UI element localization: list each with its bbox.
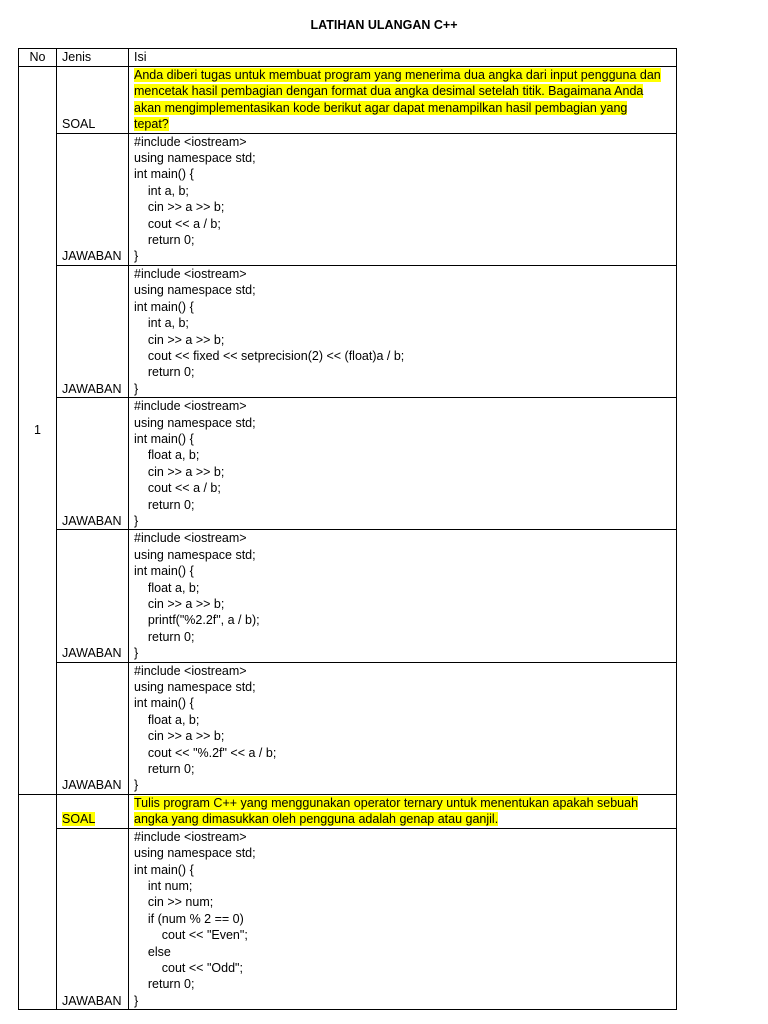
soal-label [57,794,129,828]
jawaban-label: JAWABAN [57,828,129,1009]
answer-code: #include <iostream> using namespace std; int main() { int a, b; cin >> a >> b; cout << fixed << setprecision(2) << (float)a / b; return 0; } [134,266,405,396]
answer-cell [129,133,677,265]
soal-cell [129,794,677,828]
exercise-table [18,48,677,1010]
jawaban-label: JAWABAN [57,133,129,265]
answer-code: #include <iostream> using namespace std; int main() { int a, b; cin >> a >> b; cout << a / b; return 0; } [134,134,256,264]
page-title: LATIHAN ULANGAN C++ [310,18,458,32]
jawaban-label: JAWABAN [57,530,129,662]
soal-text: Anda diberi tugas untuk membuat program yang menerima dua angka dari input pengguna dan mencetak hasil pembagian dengan format dua angka desimal setelah titik. Bagaimana Anda akan mengimplementasikan kode berikut agar dapat menampilkan hasil pembagian yang tepat? [134,68,661,132]
jawaban-label: JAWABAN [57,662,129,794]
answer-cell [129,265,677,397]
table-row [19,662,677,794]
answer-code: #include <iostream> using namespace std; int main() { float a, b; cin >> a >> b; cout << a / b; return 0; } [134,399,256,528]
table-row [19,794,677,828]
answer-cell [129,530,677,662]
table-row [19,67,677,134]
soal-label-text: SOAL [62,812,96,827]
header-jenis: Jenis [57,49,129,67]
soal-cell [129,67,677,134]
soal-label: SOAL [57,67,129,134]
table-row [19,133,677,265]
table-header-row [19,49,677,67]
table-row [19,530,677,662]
header-no: No [19,49,57,67]
header-isi: Isi [129,49,677,67]
jawaban-label: JAWABAN [57,398,129,530]
question-number: 1 [19,67,57,795]
question-number [19,794,57,1009]
answer-code: #include <iostream> using namespace std; int main() { int num; cin >> num; if (num % 2 == 0) cout << "Even"; else cout << "Odd"; return 0; } [134,829,256,1008]
answer-cell [129,828,677,1009]
jawaban-label: JAWABAN [57,265,129,397]
answer-code: #include <iostream> using namespace std; int main() { float a, b; cin >> a >> b; printf("%2.2f", a / b); return 0; } [134,531,260,661]
table-row [19,265,677,397]
answer-cell [129,398,677,530]
answer-cell [129,662,677,794]
soal-text: Tulis program C++ yang menggunakan operator ternary untuk menentukan apakah sebuah angka yang dimasukkan oleh pengguna adalah genap atau ganjil. [134,795,639,827]
table-row [19,398,677,530]
table-row [19,828,677,1009]
answer-code: #include <iostream> using namespace std; int main() { float a, b; cin >> a >> b; cout << "%.2f" << a / b; return 0; } [134,663,277,793]
